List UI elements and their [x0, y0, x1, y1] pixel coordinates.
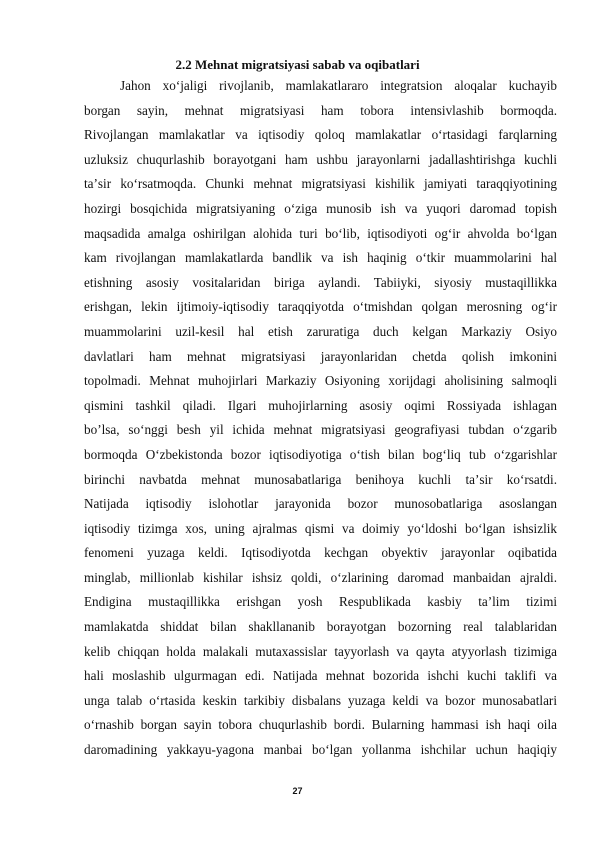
text-line: kam rivojlangan mamlakatlarda bandlik va ish haqinig oʻtkir muammolarini hal — [84, 250, 557, 266]
text-line: uzluksiz chuqurlashib borayotgani ham ushbu jarayonlarni jadallashtirishga kuchli — [84, 151, 557, 167]
text-line: Jahon xoʻjaligi rivojlanib, mamlakatlararo integratsion aloqalar kuchayib — [120, 78, 557, 93]
section-heading: 2.2 Mehnat migratsiyasi sabab va oqibatlari — [175, 57, 420, 72]
text-line: birinchi navbatda mehnat munosabatlariga benihoya kuchli taʼsir koʻrsatdi. — [84, 471, 557, 487]
text-line: oʻrnashib borgan sayin tobora chuqurlashib bordi. Bularning hammasi ish haqi oila — [84, 717, 557, 733]
text-line: Rivojlangan mamlakatlar va iqtisodiy qoloq mamlakatlar oʻrtasidagi farqlarning — [84, 127, 557, 143]
text-line: minglab, millionlab kishilar ishsiz qoldi, oʻzlarining daromad manbaidan ajraldi. — [84, 569, 557, 585]
text-line: Natijada iqtisodiy islohotlar jarayonida bozor munosobatlariga asoslangan — [84, 496, 557, 512]
text-line: davlatlari ham mehnat migratsiyasi jarayonlaridan chetda qolish imkonini — [84, 348, 557, 364]
text-line: mamlakatda shiddat bilan shakllananib borayotgan bozorning real talablaridan — [84, 619, 557, 635]
text-line: muammolarini uzil-kesil hal etish zaruratiga duch kelgan Markaziy Osiyo — [84, 323, 557, 339]
text-line: topolmadi. Mehnat muhojirlari Markaziy Osiyoning xorijdagi aholisining salmoqli — [84, 373, 557, 389]
text-line: iqtisodiy tizimga xos, uning ajralmas qismi va doimiy yoʻldoshi boʻlgan ishsizlik — [84, 520, 557, 536]
text-line: kelib chiqqan holda malakali mutaxassislar tayyorlash va qayta atyyorlash tizimiga — [84, 643, 557, 659]
text-line: fenomeni yuzaga keldi. Iqtisodiyotda kechgan obyektiv jarayonlar oqibatida — [84, 545, 557, 561]
text-line: hozirgi bosqichida migratsiyaning oʻziga munosib ish va yuqori daromad topish — [84, 200, 557, 216]
text-line: erishgan, lekin ijtimoiy-iqtisodiy taraqqiyotda oʻtmishdan qolgan merosning ogʻir — [84, 299, 557, 315]
text-line: hali moslashib ulgurmagan edi. Natijada mehnat bozorida ishchi kuchi taklifi va — [84, 668, 557, 684]
text-line: daromadining yakkayu-yagona manbai boʻlgan yollanma ishchilar uchun haqiqiy — [84, 742, 557, 758]
text-line: qismini tashkil qiladi. Ilgari muhojirlarning asosiy oqimi Rossiyada ishlagan — [84, 397, 557, 413]
text-line: etishning asosiy vositalaridan biriga aylandi. Tabiiyki, siyosiy mustaqillikka — [84, 274, 557, 290]
text-line: bormoqda Oʻzbekistonda bozor iqtisodiyotiga oʻtish bilan bogʻliq tub oʻzgarishlar — [84, 446, 557, 462]
page-number: 27 — [292, 786, 303, 796]
text-line: borgan sayin, mehnat migratsiyasi ham tobora intensivlashib bormoqda. — [84, 102, 557, 118]
text-line: taʼsir koʻrsatmoqda. Chunki mehnat migratsiyasi kishilik jamiyati taraqqiyotining — [84, 176, 557, 192]
text-line: maqsadida amalga oshirilgan alohida turi boʻlib, iqtisodiyoti ogʻir ahvolda boʻlgan — [84, 225, 557, 241]
text-line: bo’lsa, so‘nggi besh yil ichida mehnat migratsiyasi geografiyasi tubdan o‘zgarib — [84, 422, 557, 438]
body-paragraph — [84, 74, 557, 763]
text-line: unga talab oʻrtasida keskin tarkibiy disbalans yuzaga keldi va bozor munosabatlari — [84, 692, 557, 708]
text-line: Endigina mustaqillikka erishgan yosh Respublikada kasbiy taʼlim tizimi — [84, 594, 557, 610]
